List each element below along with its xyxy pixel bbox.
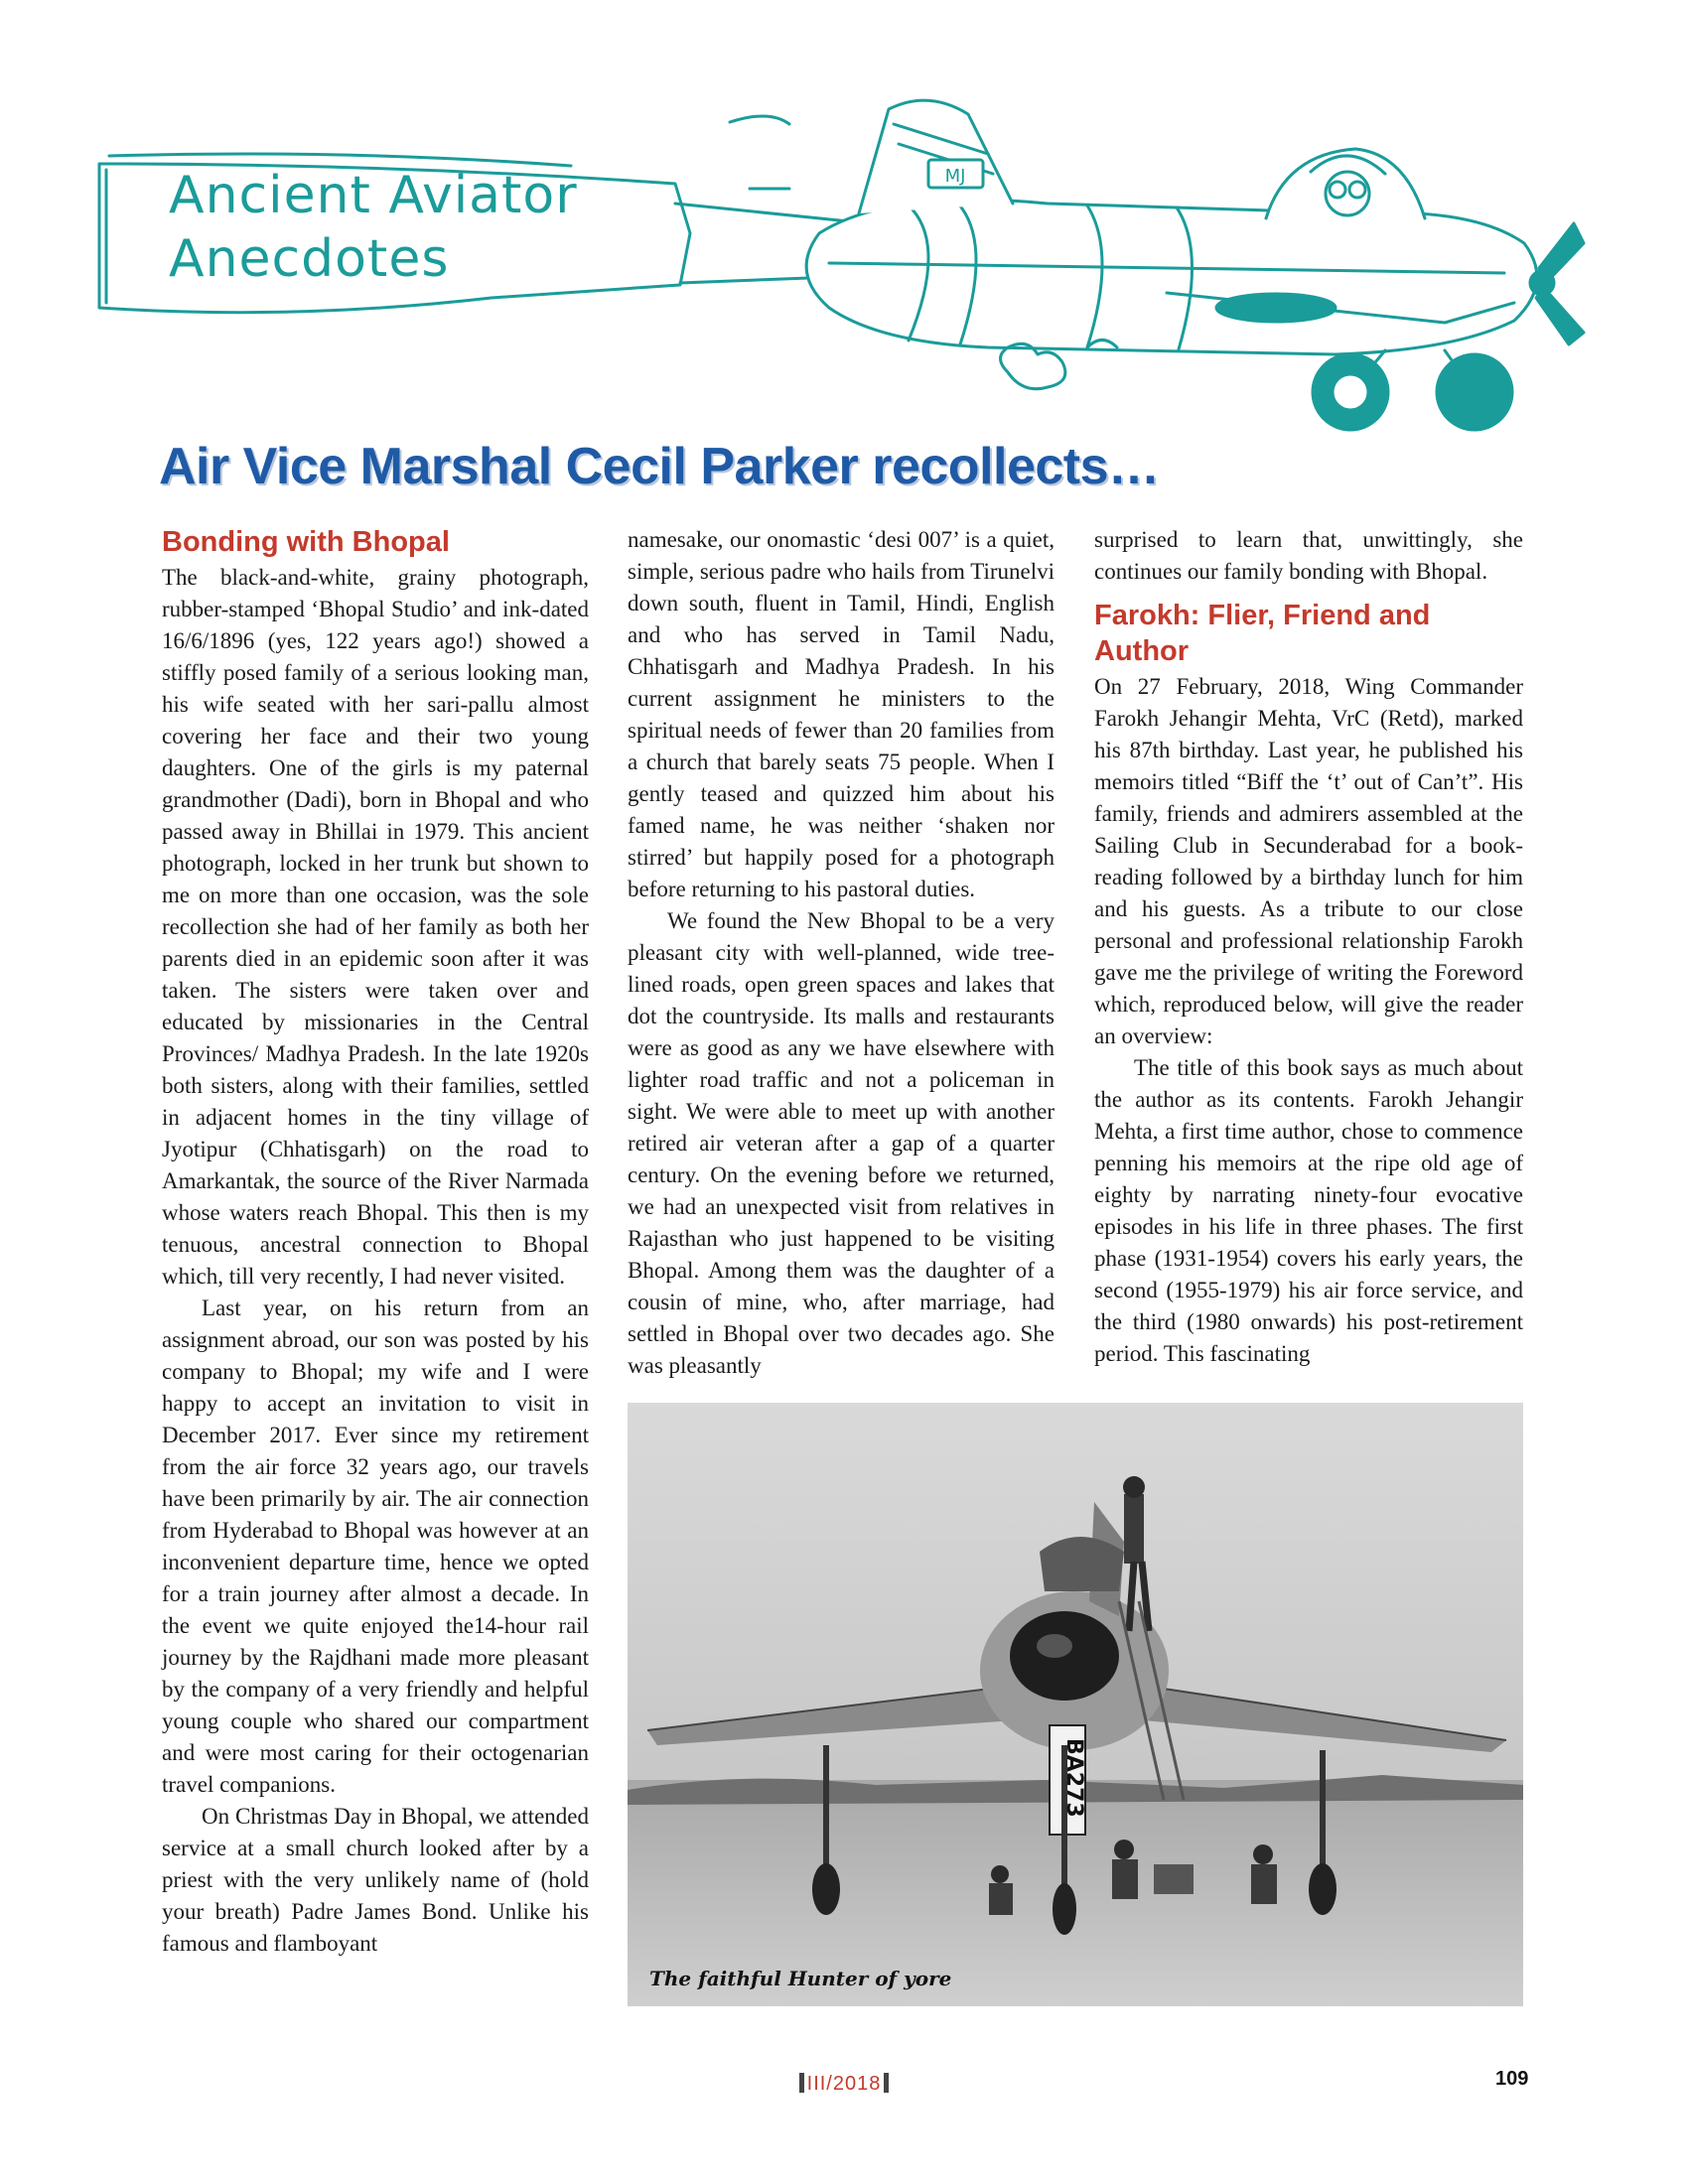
col1-paragraph-1: The black-and-white, grainy photograph, rubber-stamped ‘Bhopal Studio’ and ink-dated 16/6/1896 (yes, 122 years ago!) showed a stiffly posed family of a serious looking man, his wife seated with her sari-pallu almost covering her face and their two young daughters. One of the girls is my paternal grandmother (Dadi), born in Bhopal and who passed away in Bhillai in 1979. This ancient photograph, locked in her trunk but shown to me on more than one occasion, was the sole recollection she had of her family as both her parents died in an epidemic soon after it was taken. The sisters were taken over and educated by missionaries in the Central Provinces/ Madhya Pradesh. In the late 1920s both sisters, along with their families, settled in adjacent homes in the tiny village of Jyotipur (Chhatisgarh) on the road to Amarkantak, the source of the River Narmada whose waters reach Bhopal. This then is my tenuous, ancestral connection to Bhopal which, till very recently, I had never visited. — [162, 565, 589, 1289]
column-title-line1: Ancient Aviator — [169, 166, 578, 225]
page-number: 109 — [1495, 2068, 1529, 2090]
col3-paragraph-3: The title of this book says as much about the author as its contents. Farokh Jehangir Mehta, a first time author, chose to commence penning his memoirs at the ripe old age of eighty by narrating ninety-four evocative episodes in his life in three phases. The first phase (1931-1954) covers his early years, the second (1955-1979) his air force service, and the third (1980 onwards) his post-retirement period. This fascinating — [1094, 1055, 1523, 1366]
col3-paragraph-1: surprised to learn that, unwittingly, she continues our family bonding with Bhopal. — [1094, 527, 1523, 584]
issue-bar-left — [799, 2073, 804, 2093]
subhead-farokh: Farokh: Flier, Friend and Author — [1094, 600, 1431, 667]
issue-number — [0, 2073, 1688, 2096]
hunter-aircraft-photo — [628, 1403, 1523, 2006]
col1-paragraph-3: On Christmas Day in Bhopal, we attended service at a small church looked after by a priest with the very unlikely name of (hold your breath) Padre James Bond. Unlike his famous and flamboyant — [162, 1804, 589, 1956]
column-title — [169, 164, 578, 291]
banner — [94, 94, 1604, 442]
article-headline: Air Vice Marshal Cecil Parker recollects… — [159, 438, 1160, 495]
issue-bar-right — [884, 2073, 889, 2093]
subhead-bonding: Bonding with Bhopal — [162, 526, 450, 558]
col1-paragraph-2: Last year, on his return from an assignment abroad, our son was posted by his company to Bhopal; my wife and I were happy to accept an invitation to visit in December 2017. Ever since my retirement from the air force 32 years ago, our travels have been primarily by air. The air connection from Hyderabad to Bhopal was however at an inconvenient departure time, hence we opted for a train journey after almost a decade. In the event we quite enjoyed the14-hour rail journey by the Rajdhani made more pleasant by the company of a very friendly and helpful young couple who shared our compartment and were most caring for their octogenarian travel companions. — [162, 1296, 589, 1797]
hunter-jet-image — [628, 1403, 1523, 2006]
issue-label: III/2018 — [806, 2073, 882, 2095]
col2-paragraph-2: We found the New Bhopal to be a very pleasant city with well-planned, wide tree-lined roads, open green spaces and lakes that dot the countryside. Its malls and restaurants were as good as any we have elsewhere with lighter road traffic and not a policeman in sight. We were able to meet up with another retired air veteran after a gap of a quarter century. On the evening before we returned, we had an unexpected visit from relatives in Rajasthan who just happened to be visiting Bhopal. Among them was the daughter of a cousin of mine, who, after marriage, had settled in Bhopal over two decades ago. She was pleasantly — [628, 908, 1055, 1378]
aircraft-serial: BA273 — [1061, 1738, 1086, 1818]
column-2 — [628, 524, 1055, 1382]
column-1 — [162, 524, 589, 1960]
col3-paragraph-2: On 27 February, 2018, Wing Commander Farokh Jehangir Mehta, VrC (Retd), marked his 87th birthday. Last year, he published his memoirs titled “Biff the ‘t’ out of Can’t”. His family, friends and admirers assembled at the Sailing Club in Secunderabad for a book-reading followed by a birthday lunch for him and his guests. As a tribute to our close personal and professional relationship Farokh gave me the privilege of writing the Foreword which, reproduced below, will give the reader an overview: — [1094, 674, 1523, 1048]
column-3 — [1094, 524, 1523, 1370]
col2-paragraph-1: namesake, our onomastic ‘desi 007’ is a quiet, simple, serious padre who hails from Tirunelvi down south, fluent in Tamil, Hindi, English and who has served in Tamil Nadu, Chhatisgarh and Madhya Pradesh. In his current assignment he ministers to the spiritual needs of fewer than 20 families from a church that barely seats 75 people. When I gently teased and quizzed him about his famed name, he was neither ‘shaken nor stirred’ but happily posed for a photograph before returning to his pastoral duties. — [628, 527, 1055, 901]
photo-caption: The faithful Hunter of yore — [649, 1967, 952, 1990]
column-title-line2: Anecdotes — [169, 229, 450, 289]
plane-marking: MJ — [944, 166, 966, 187]
